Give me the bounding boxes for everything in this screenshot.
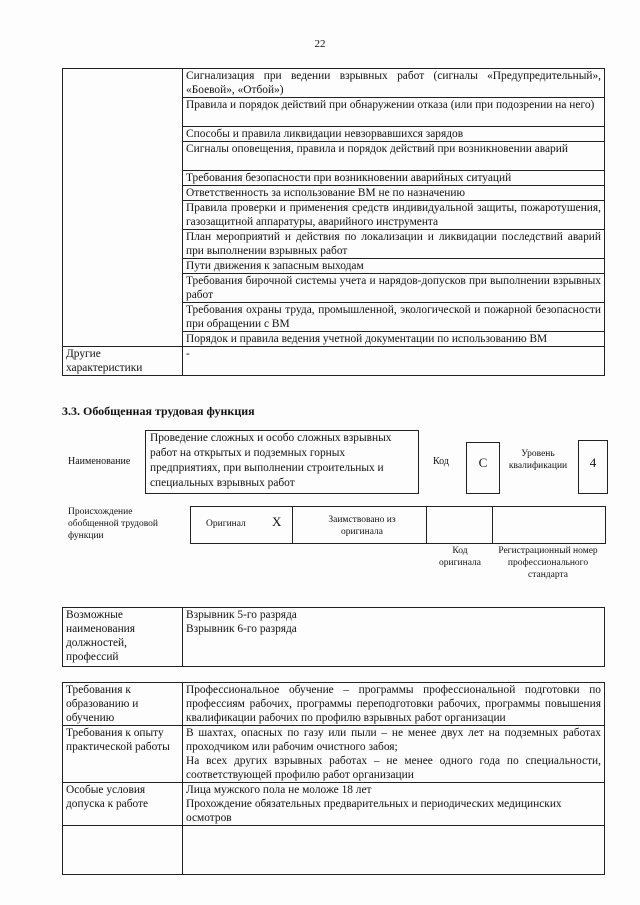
borrowed-label: Заимствовано из оригинала	[328, 515, 396, 537]
positions-values	[183, 608, 605, 667]
position-item: Взрывник 6-го разряда	[186, 623, 297, 635]
admission-label: Особые условия допуска к работе	[63, 783, 183, 826]
table-row	[63, 726, 605, 783]
code-value: C	[478, 455, 488, 470]
page-number: 22	[314, 38, 326, 50]
table-row	[63, 69, 605, 98]
table-cell: Сигналы оповещения, правила и порядок действий при возникновении аварий	[183, 142, 605, 171]
divider	[292, 506, 293, 544]
divider	[492, 506, 493, 544]
table-cell: План мероприятий и действия по локализации и ликвидации последствий аварий при выполнении взрывных работ	[183, 230, 605, 259]
knowledge-table	[62, 68, 605, 376]
code-label: Код	[433, 456, 449, 467]
requirement-line: В шахтах, опасных по газу или пыли – не менее двух лет на подземных работах проходчиком или рабочим очистного забоя;	[186, 727, 601, 753]
name-value: Проведение сложных и особо сложных взрывных работ на открытых и подземных горных предприятиях, при выполнении строительных и специальных взрывных работ	[150, 432, 392, 489]
name-label: Наименование	[68, 456, 131, 467]
table-row	[63, 683, 605, 726]
table-row	[63, 826, 605, 875]
table-cell: Требования бирочной системы учета и нарядов-допусков при выполнении взрывных работ	[183, 274, 605, 303]
other-label: Другие характеристики	[63, 347, 183, 376]
table-cell: Пути движения к запасным выходам	[183, 259, 605, 274]
registration-caption: Регистрационный номер профессионального стандарта	[498, 546, 598, 580]
table-cell: Способы и правила ликвидации невзорвавшихся зарядов	[183, 127, 605, 142]
table-row	[63, 783, 605, 826]
empty-cell	[63, 826, 183, 875]
education-value	[183, 683, 605, 726]
empty-cell	[63, 69, 183, 347]
requirement-line: На всех других взрывных работах – не менее одного года по специальности, соответствующей профилю работ организации	[186, 755, 601, 781]
table-row	[63, 608, 605, 667]
requirements-table	[62, 682, 605, 875]
level-value: 4	[589, 455, 597, 470]
level-label: Уровень квалификации	[508, 449, 568, 471]
divider	[426, 506, 427, 544]
table-cell: Правила проверки и применения средств индивидуальной защиты, пожаротушения, газозащитной аппаратуры, аварийного инструмента	[183, 201, 605, 230]
code-caption: Код оригинала	[439, 546, 481, 568]
education-label: Требования к образованию и обучению	[63, 683, 183, 726]
original-mark: X	[272, 514, 282, 529]
admission-value	[183, 783, 605, 826]
positions-table	[62, 607, 605, 667]
origin-label: Происхождение обобщенной трудовой функции	[68, 507, 158, 541]
requirement-line: Прохождение обязательных предварительных и периодических медицинских осмотров	[186, 798, 562, 824]
original-label: Оригинал	[206, 519, 246, 529]
position-item: Взрывник 5-го разряда	[186, 609, 297, 621]
table-cell: Требования безопасности при возникновении аварийных ситуаций	[183, 171, 605, 186]
positions-label: Возможные наименования должностей, профессий	[63, 608, 183, 667]
table-cell: Правила и порядок действий при обнаружении отказа (или при подозрении на него)	[183, 98, 605, 127]
empty-cell	[183, 826, 605, 875]
requirement-line: Лица мужского пола не моложе 18 лет	[186, 784, 372, 796]
table-cell: Ответственность за использование ВМ не по назначению	[183, 186, 605, 201]
experience-label: Требования к опыту практической работы	[63, 726, 183, 783]
table-cell: Требования охраны труда, промышленной, экологической и пожарной безопасности при обращении с ВМ	[183, 303, 605, 332]
requirement-line: Профессиональное обучение – программы профессиональной подготовки по профессиям рабочих, программы переподготовки рабочих, программы повышения квалификации рабочих по профилю взрывных работ организации	[186, 684, 601, 724]
table-cell: Сигнализация при ведении взрывных работ (сигналы «Предупредительный», «Боевой», «Отбой»)	[183, 69, 605, 98]
section-title: 3.3. Обобщенная трудовая функция	[62, 404, 255, 418]
experience-value	[183, 726, 605, 783]
table-cell: Порядок и правила ведения учетной документации по использованию ВМ	[183, 332, 605, 347]
table-row	[63, 347, 605, 376]
other-value: -	[183, 347, 605, 376]
